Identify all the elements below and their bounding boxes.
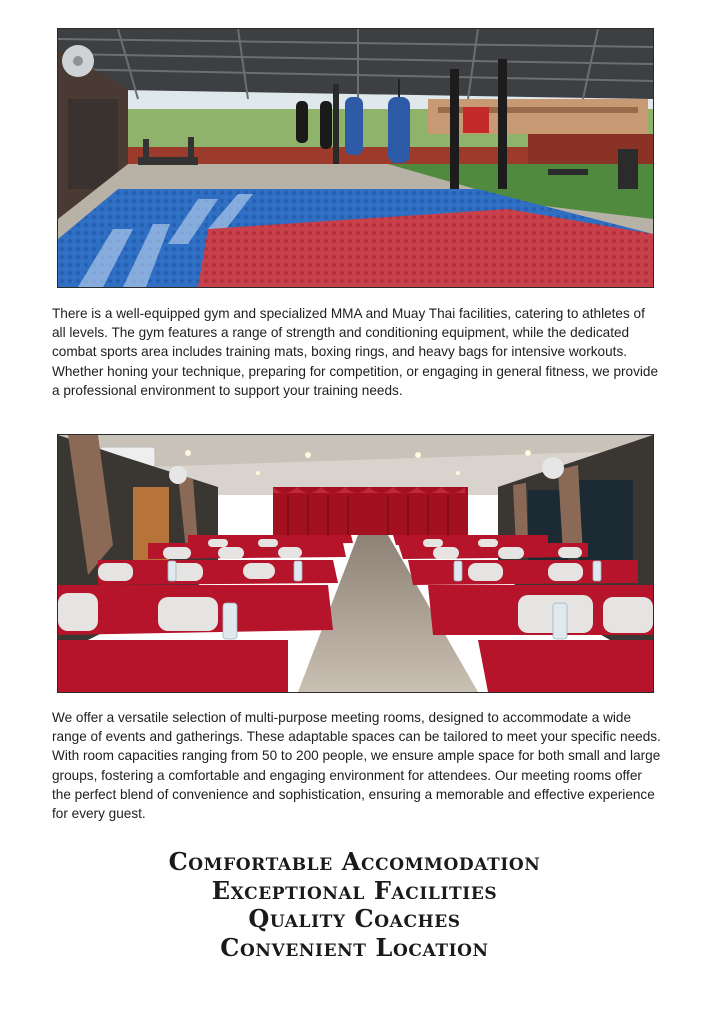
highlight-coaches: Quality Coaches	[248, 904, 461, 933]
highlight-facilities: Exceptional Facilities	[211, 875, 498, 905]
meeting-room-photo-icon	[58, 435, 653, 692]
highlights-list	[0, 848, 709, 962]
gym-description: There is a well-equipped gym and specialized MMA and Muay Thai facilities, catering to athletes of all levels. The gym features a range of strength and conditioning equipment, while the dedicated combat sports area includes training mats, boxing rings, and heavy bags for intensive workouts. Whether honing your technique, preparing for competition, or engaging in general fitness, we provide a professional environment to support your training needs.	[52, 306, 659, 398]
gym-photo	[57, 28, 654, 288]
meeting-room-photo	[57, 434, 654, 693]
meeting-room-description: We offer a versatile selection of multi-purpose meeting rooms, designed to accommodate a wide range of events and gatherings. These adaptable spaces can be tailored to meet your specific needs. With room capacities ranging from 50 to 200 people, we ensure ample space for both small and large groups, fostering a comfortable and engaging environment for attendees. Our meeting rooms offer the perfect blend of convenience and sophistication, ensuring a memorable and effective experience for every guest.	[52, 710, 661, 822]
highlight-accommodation: Comfortable Accommodation	[168, 847, 541, 876]
gym-photo-icon	[58, 29, 653, 287]
highlight-location: Convenient Location	[220, 932, 489, 962]
